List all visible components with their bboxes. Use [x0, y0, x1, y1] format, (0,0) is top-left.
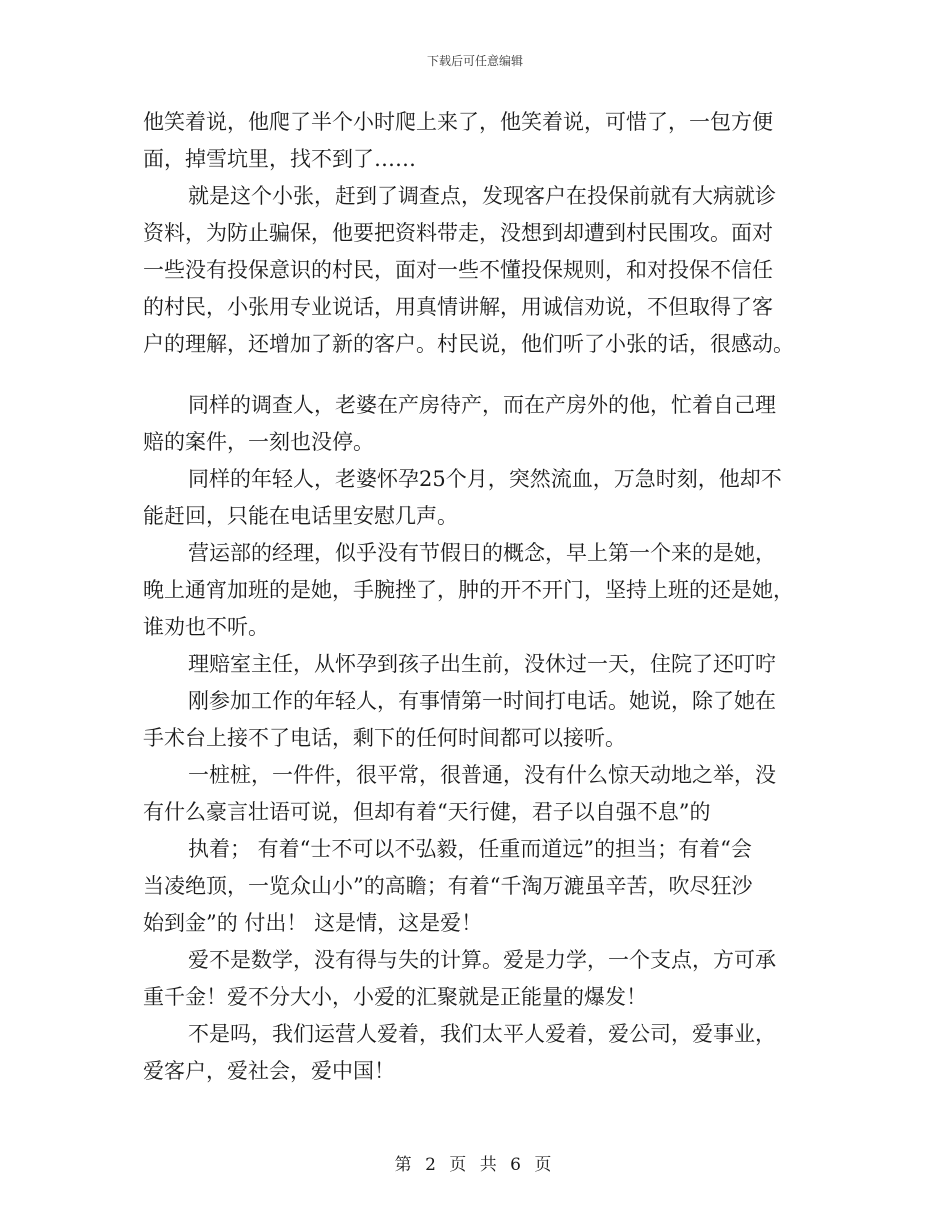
- text-line: 就是这个小张，赶到了调查点，发现客户在投保前就有大病就诊: [188, 184, 776, 208]
- text-line: 晚上通宵加班的是她，手腕挫了，肿的开不开门，坚持上班的还是她，: [143, 578, 794, 602]
- page-number: 第 2 页 共 6 页: [394, 1155, 556, 1175]
- text-line: 同样的调查人，老婆在产房待产，而在产房外的他，忙着自己理: [188, 393, 776, 417]
- document-body: [143, 104, 813, 1090]
- text-line: 刚参加工作的年轻人，有事情第一时间打电话。她说，除了她在: [188, 689, 776, 713]
- text-line: 的村民，小张用专业说话，用真情讲解，用诚信劝说，不但取得了客: [143, 295, 773, 319]
- text-line: 执着； 有着“士不可以不弘毅，任重而道远”的担当；有着“会: [188, 837, 752, 861]
- text-line: 面，掉雪坑里，找不到了……: [143, 147, 416, 171]
- page-header: 下载后可任意编辑: [426, 54, 523, 68]
- text-line: 营运部的经理，似乎没有节假日的概念，早上第一个来的是她，: [188, 541, 776, 565]
- text-line: 他笑着说，他爬了半个小时爬上来了，他笑着说，可惜了，一包方便: [143, 110, 773, 134]
- text-line: 能赶回，只能在电话里安慰几声。: [143, 504, 458, 528]
- paragraph-gap: [143, 363, 813, 387]
- text-line: 赔的案件，一刻也没停。: [143, 430, 374, 454]
- text-line: 重千金！爱不分大小，小爱的汇聚就是正能量的爆发！: [143, 985, 647, 1009]
- text-line: 一桩桩，一件件，很平常，很普通，没有什么惊天动地之举，没: [188, 763, 776, 787]
- text-line: 一些没有投保意识的村民，面对一些不懂投保规则，和对投保不信任: [143, 258, 773, 282]
- text-line: 手术台上接不了电话，剩下的任何时间都可以接听。: [143, 726, 626, 750]
- text-line: 爱客户，爱社会，爱中国！: [143, 1059, 395, 1083]
- text-line: 有什么豪言壮语可说，但却有着“天行健，君子以自强不息”的: [143, 800, 711, 824]
- text-line: 谁劝也不听。: [143, 615, 269, 639]
- text-line: 资料，为防止骗保，他要把资料带走，没想到却遭到村民围攻。面对: [143, 221, 773, 245]
- text-line: 始到金”的 付出！ 这是情，这是爱！: [143, 911, 483, 935]
- text-line: 不是吗，我们运营人爱着，我们太平人爱着，爱公司，爱事业，: [188, 1022, 776, 1046]
- text-line: 同样的年轻人，老婆怀孕25个月，突然流血，万急时刻，他却不: [188, 467, 782, 491]
- text-line: 户的理解，还增加了新的客户。村民说，他们听了小张的话，很感动。: [143, 332, 794, 356]
- text-line: 理赔室主任，从怀孕到孩子出生前，没休过一天，住院了还叮咛: [188, 652, 776, 676]
- text-line: 当凌绝顶，一览众山小”的高瞻；有着“千淘万漉虽辛苦，吹尽狂沙: [143, 874, 753, 898]
- text-line: 爱不是数学，没有得与失的计算。爱是力学，一个支点，方可承: [188, 948, 776, 972]
